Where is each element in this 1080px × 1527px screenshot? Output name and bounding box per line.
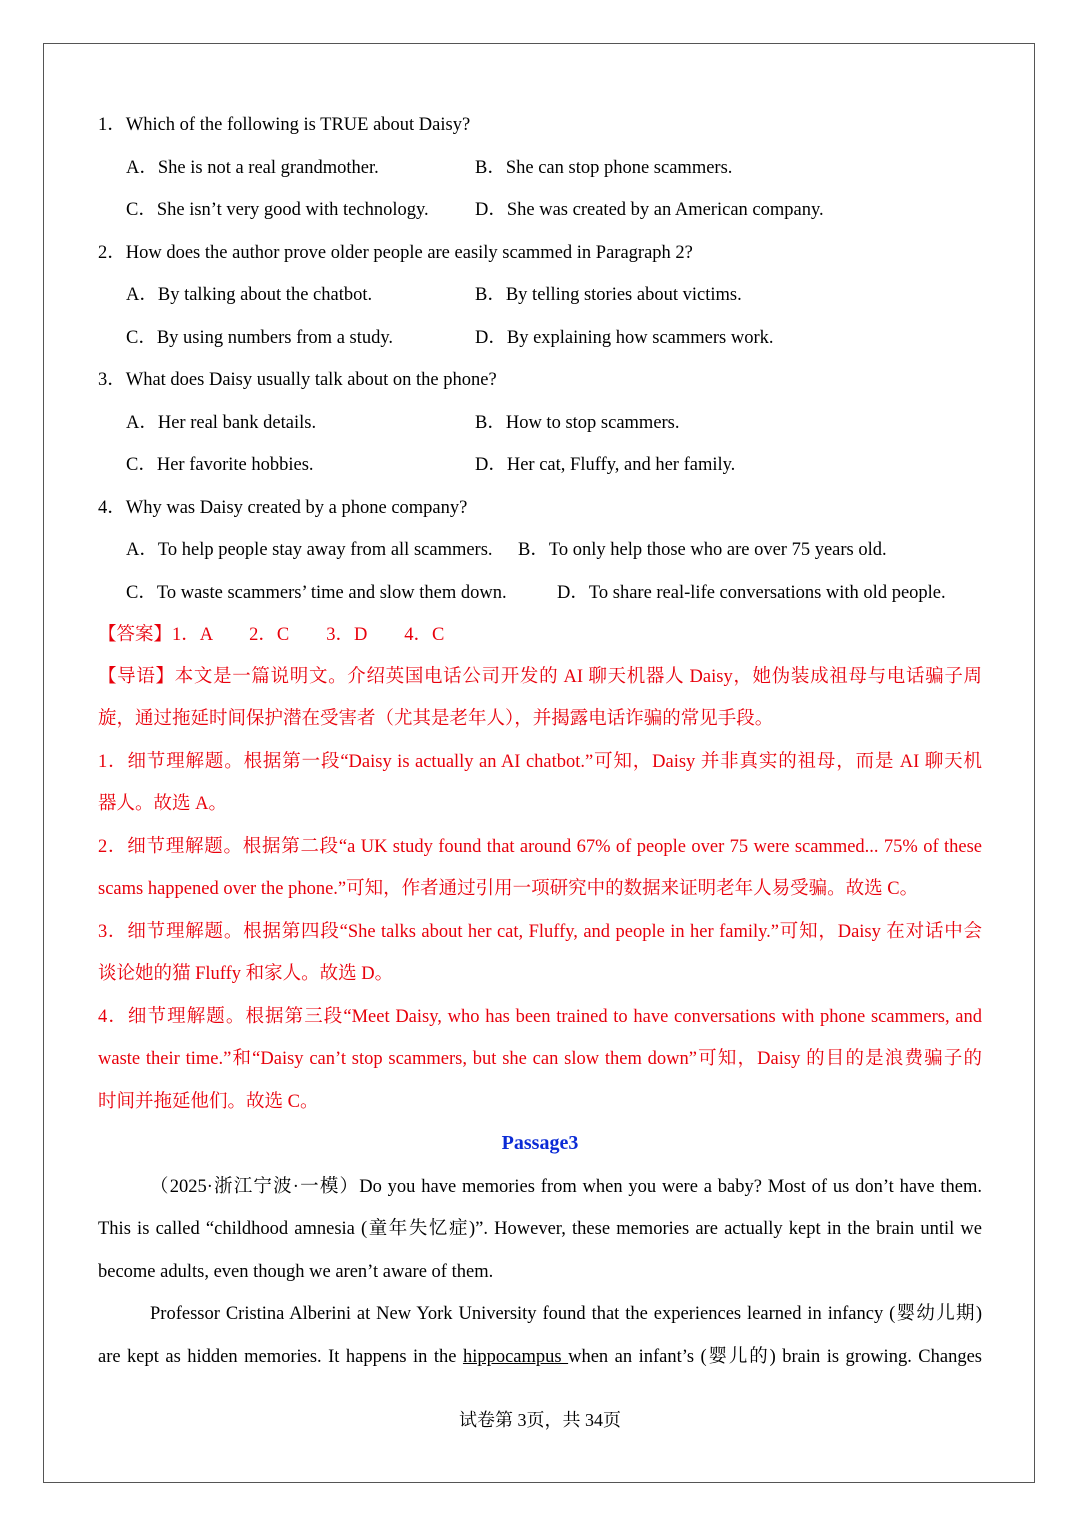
answer-text: 1．A 2．C 3．D 4．C (172, 625, 445, 645)
question-4-stem: 4．Why was Daisy created by a phone company? (98, 498, 468, 518)
explanation-1-line-1: 1．细节理解题。根据第一段“Daisy is actually an AI chatbot.”可知，Daisy 并非真实的祖母，而是 AI 聊天机 (98, 752, 982, 772)
passage-p2-line-2 (98, 1345, 982, 1369)
intro-text-1: 本文是一篇说明文。介绍英国电话公司开发的 AI 聊天机器人 Daisy，她伪装成祖母与电话骗子周 (174, 667, 982, 687)
passage-p2-line-2-post: when an infant’s (婴儿的) brain is growing. Changes (568, 1347, 983, 1367)
intro-line-1 (98, 665, 982, 689)
question-3-option-b: B．How to stop scammers. (475, 413, 680, 433)
explanation-4-line-1: 4．细节理解题。根据第三段“Meet Daisy, who has been trained to have conversations with phone scammers, and (98, 1007, 982, 1027)
intro-line-2: 旋，通过拖延时间保护潜在受害者（尤其是老年人），并揭露电话诈骗的常见手段。 (98, 709, 774, 729)
passage-p1-line-1: （2025·浙江宁波·一模）Do you have memories from when you were a baby? Most of us don’t have them. (150, 1177, 982, 1197)
explanation-2-line-2: scams happened over the phone.”可知，作者通过引用一项研究中的数据来证明老年人易受骗。故选 C。 (98, 879, 919, 899)
question-2-option-a: A．By talking about the chatbot. (126, 285, 373, 305)
question-3-stem: 3．What does Daisy usually talk about on the phone? (98, 370, 497, 390)
answer-line (98, 623, 444, 647)
explanation-3-line-1: 3．细节理解题。根据第四段“She talks about her cat, Fluffy, and people in her family.”可知，Daisy 在对话中会 (98, 922, 982, 942)
passage-p1-line-2: This is called “childhood amnesia (童年失忆症)”. However, these memories are actually kept in the brain until we (98, 1219, 982, 1239)
explanation-1-line-2: 器人。故选 A。 (98, 794, 227, 814)
question-4-option-c: C．To waste scammers’ time and slow them down. (126, 583, 507, 603)
intro-label: 【导语】 (98, 667, 175, 687)
question-3-option-a: A．Her real bank details. (126, 413, 317, 433)
question-1-option-c: C．She isn’t very good with technology. (126, 200, 429, 220)
passage-p2-line-1: Professor Cristina Alberini at New York University found that the experiences learned in infancy (婴幼儿期) (150, 1304, 982, 1324)
question-3-option-c: C．Her favorite hobbies. (126, 455, 314, 475)
question-4-option-a: A．To help people stay away from all scammers. (126, 540, 493, 560)
page-footer: 试卷第 3页，共 34页 (459, 1410, 621, 1430)
hippocampus-underlined-word: hippocampus (462, 1347, 569, 1367)
explanation-4-line-2: waste their time.”和“Daisy can’t stop scammers, but she can slow them down”可知，Daisy 的目的是浪费骗子的 (98, 1049, 982, 1069)
passage-p2-line-2-pre: are kept as hidden memories. It happens in the (98, 1347, 463, 1367)
passage-title: Passage3 (501, 1132, 579, 1154)
explanation-4-line-3: 时间并拖延他们。故选 C。 (98, 1092, 319, 1112)
question-4-option-b: B．To only help those who are over 75 years old. (518, 540, 887, 560)
question-4-option-d: D．To share real-life conversations with old people. (557, 583, 946, 603)
passage-p1-line-3: become adults, even though we aren’t aware of them. (98, 1262, 494, 1282)
question-2-option-c: C．By using numbers from a study. (126, 328, 394, 348)
question-2-option-b: B．By telling stories about victims. (475, 285, 742, 305)
question-1-option-a: A．She is not a real grandmother. (126, 158, 379, 178)
answer-label: 【答案】 (98, 625, 173, 645)
question-2-stem: 2．How does the author prove older people are easily scammed in Paragraph 2? (98, 243, 693, 263)
question-2-option-d: D．By explaining how scammers work. (475, 328, 774, 348)
question-1-option-d: D．She was created by an American company. (475, 200, 824, 220)
explanation-3-line-2: 谈论她的猫 Fluffy 和家人。故选 D。 (98, 964, 394, 984)
question-3-option-d: D．Her cat, Fluffy, and her family. (475, 455, 736, 475)
question-1-option-b: B．She can stop phone scammers. (475, 158, 733, 178)
explanation-2-line-1: 2．细节理解题。根据第二段“a UK study found that around 67% of people over 75 were scammed... 75% of these (98, 837, 982, 857)
question-1-stem: 1．Which of the following is TRUE about Daisy? (98, 115, 471, 135)
